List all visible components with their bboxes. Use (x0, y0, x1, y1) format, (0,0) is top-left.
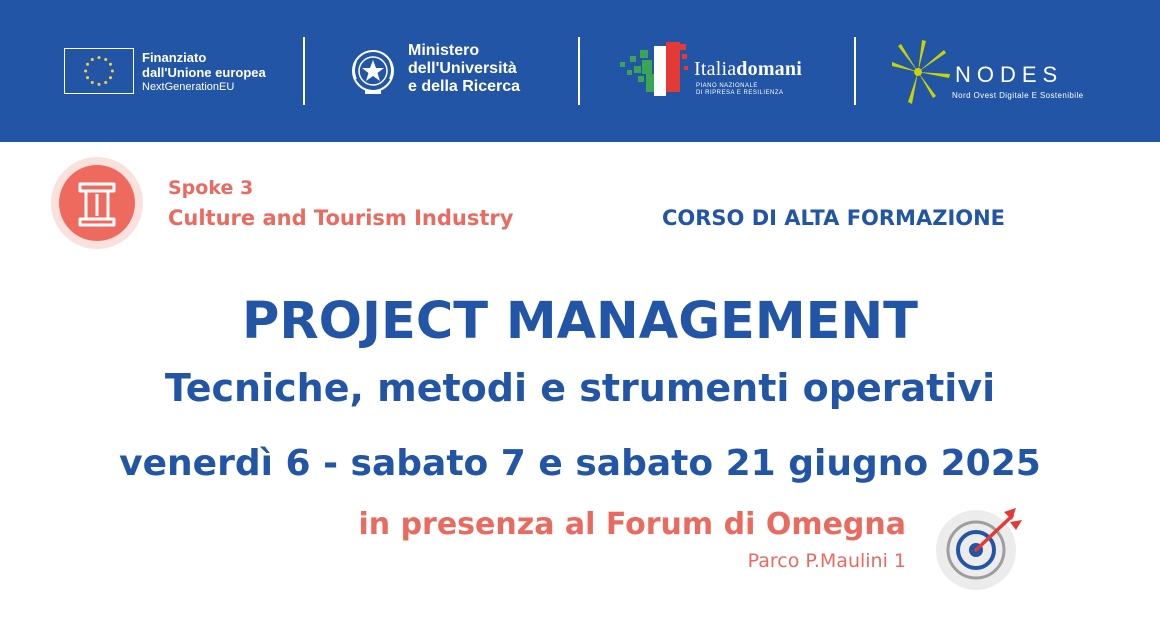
course-dates: venerdì 6 - sabato 7 e sabato 21 giugno 2025 (119, 443, 1041, 484)
italiadomani-name-light: Italia (694, 58, 737, 80)
course-subtitle: Tecniche, metodi e strumenti operativi (164, 366, 996, 410)
ministry-label (408, 42, 520, 96)
italiadomani-sub2: DI RIPRESA E RESILIENZA (696, 90, 784, 96)
header-bar (0, 0, 1160, 142)
course-type-label: CORSO DI ALTA FORMAZIONE (662, 206, 1006, 230)
divider (578, 37, 580, 105)
nodes-starburst-icon (888, 36, 954, 106)
italiadomani-tagline (696, 83, 784, 97)
course-title: PROJECT MANAGEMENT (242, 292, 918, 351)
italiadomani-flag-icon (620, 40, 692, 102)
column-icon (50, 156, 144, 250)
eu-line2: dall'Unione europea (142, 65, 266, 80)
nodes-tagline: Nord Ovest Digitale E Sostenibile (952, 91, 1084, 100)
ministry-line1: Ministero (408, 42, 480, 59)
nodes-logo-text: NODES (955, 62, 1064, 87)
spoke-title: Culture and Tourism Industry (168, 206, 514, 230)
target-arrow-icon (932, 502, 1024, 592)
ministry-line3: e della Ricerca (408, 78, 521, 95)
italiadomani-name-bold: domani (736, 58, 802, 80)
spoke-number: Spoke 3 (168, 177, 254, 199)
venue-label: in presenza al Forum di Omegna (358, 507, 906, 542)
venue-address: Parco P.Maulini 1 (747, 550, 906, 572)
divider (854, 37, 856, 105)
italian-emblem-icon (348, 43, 398, 99)
eu-flag-icon (64, 48, 134, 94)
italiadomani-sub1: PIANO NAZIONALE (696, 83, 758, 89)
ministry-line2: dell'Università (408, 60, 517, 77)
eu-funding-label (142, 50, 266, 95)
divider (303, 37, 305, 105)
eu-line1: Finanziato (142, 50, 207, 65)
italiadomani-logo-text (694, 58, 802, 81)
eu-line3: NextGenerationEU (142, 81, 235, 93)
